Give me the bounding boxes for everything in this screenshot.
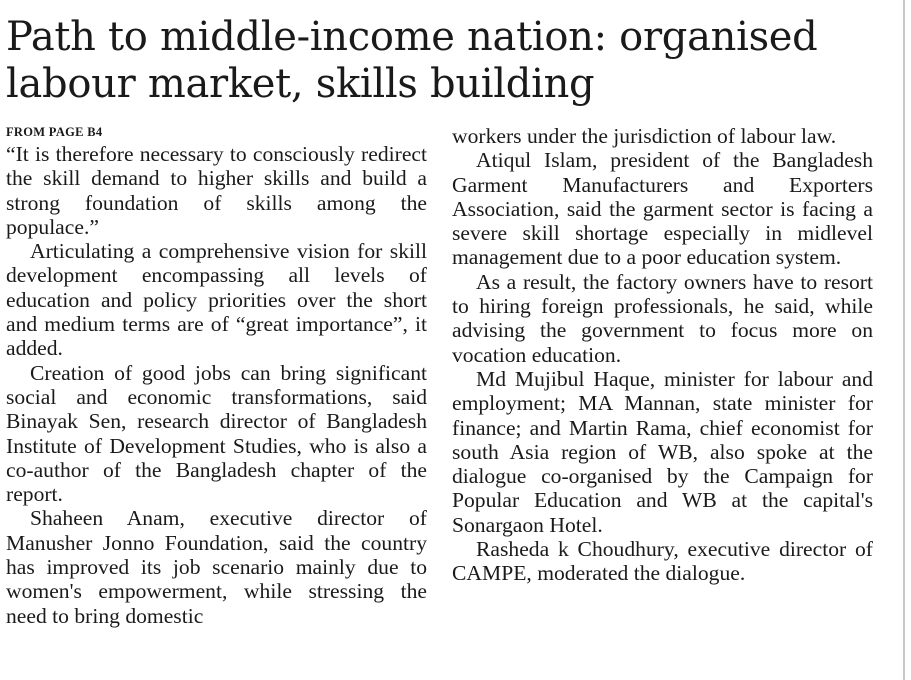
paragraph: Md Mujibul Haque, minister for labour and employment; MA Mannan, state minister for finance; and Martin Rama, chief economist for south Asia region of WB, also spoke at the dialogue co-organised by the Campaign for Popular Education and WB at the capital's Sonargaon Hotel. xyxy=(452,366,873,537)
paragraph: Atiqul Islam, president of the Bangladesh Garment Manufacturers and Exporters Association, said the garment sector is facing a severe skill shortage especially in midlevel management due to a poor education system. xyxy=(452,148,873,270)
article-column-right xyxy=(452,124,873,586)
paragraph: “It is therefore necessary to consciously redirect the skill demand to higher skills and build a strong foundation of skills among the populace.” xyxy=(6,142,427,239)
article-column-left xyxy=(6,123,427,628)
paragraph: As a result, the factory owners have to resort to hiring foreign professionals, he said, while advising the government to focus more on vocation education. xyxy=(452,269,873,367)
paragraph: workers under the jurisdiction of labour law. xyxy=(452,124,837,148)
paragraph: Shaheen Anam, executive director of Manusher Jonno Foundation, said the country has improved its job scenario mainly due to women's empowerment, while stressing the need to bring domestic xyxy=(6,506,427,628)
headline: Path to middle-income nation: organised labour market, skills building xyxy=(6,14,818,107)
continuation-kicker: FROM PAGE B4 xyxy=(6,125,103,139)
paragraph: Rasheda k Choudhury, executive director of CAMPE, moderated the dialogue. xyxy=(452,537,873,586)
paragraph: Creation of good jobs can bring significant social and economic transformations, said Binayak Sen, research director of Bangladesh Institute of Development Studies, who is also a co-author of the Bangladesh chapter of the report. xyxy=(6,360,427,507)
paragraph: Articulating a comprehensive vision for skill development encompassing all levels of education and policy priorities over the short and medium terms are of “great importance”, it added. xyxy=(6,239,427,361)
